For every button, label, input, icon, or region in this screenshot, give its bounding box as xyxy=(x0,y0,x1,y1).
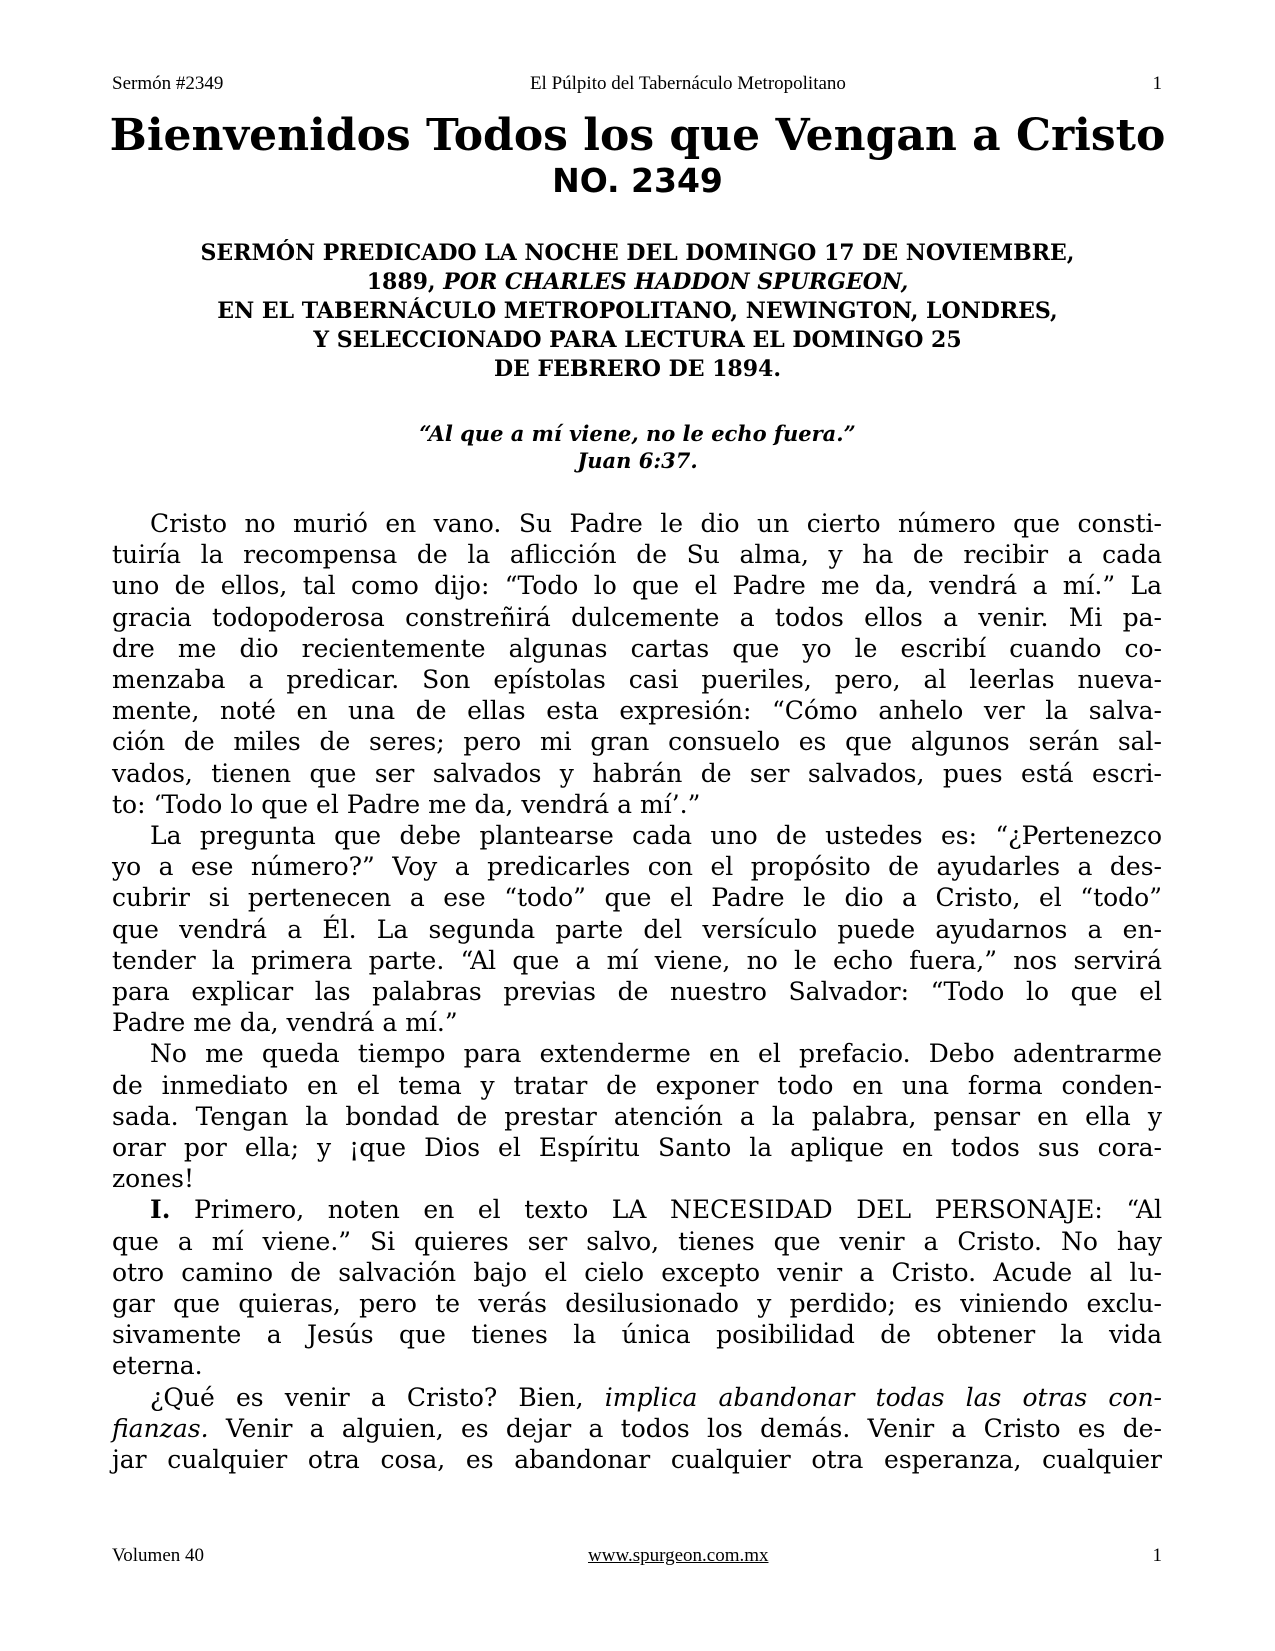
text-line xyxy=(112,1194,1162,1225)
paragraph-2 xyxy=(112,820,1162,1038)
text-line xyxy=(112,1413,1162,1444)
subtitle-line-3: EN EL TABERNÁCULO METROPOLITANO, NEWINGTON, LONDRES, xyxy=(217,298,1058,324)
text-line: otro camino de salvación bajo el cielo excepto venir a Cristo. Acude al lu- xyxy=(112,1257,1162,1287)
subtitle-author: POR CHARLES HADDON SPURGEON, xyxy=(443,269,909,295)
subtitle-year: 1889, xyxy=(366,269,444,295)
section-intro: Primero, noten en el texto LA NECESIDAD DEL PERSONAJE: “Al xyxy=(170,1195,1162,1225)
text-line: para explicar las palabras previas de nuestro Salvador: “Todo lo que el xyxy=(112,977,1162,1007)
volume-label: Volumen 40 xyxy=(112,1545,205,1566)
text-line: ción de miles de seres; pero mi gran consuelo es que algunos serán sal- xyxy=(112,727,1162,757)
sermon-number-label: Sermón #2349 xyxy=(112,73,224,94)
text-line: orar por ella; y ¡que Dios el Espíritu Santo la aplique en todos sus cora- xyxy=(112,1133,1162,1163)
verse-text: “Al que a mí viene, no le echo fuera.” xyxy=(419,421,856,446)
subtitle-line-5: DE FEBRERO DE 1894. xyxy=(493,356,782,382)
website-link[interactable]: www.spurgeon.com.mx xyxy=(588,1545,769,1566)
text-line: zones! xyxy=(112,1164,194,1194)
section-numeral: I. xyxy=(150,1195,171,1225)
paragraph-3 xyxy=(112,1038,1162,1194)
subtitle-line-1: SERMÓN PREDICADO LA NOCHE DEL DOMINGO 17 DE NOVIEMBRE, xyxy=(200,240,1075,266)
paragraph-4 xyxy=(112,1194,1162,1381)
verse-reference: Juan 6:37. xyxy=(577,448,698,473)
text-line: Padre me da, vendrá a mí.” xyxy=(112,1008,458,1038)
sermon-subtitle xyxy=(60,239,1215,384)
emphasis-text-cont: fianzas. xyxy=(112,1413,209,1443)
publication-title: El Púlpito del Tabernáculo Metropolitano xyxy=(529,73,846,94)
text-segment: Venir a alguien, es dejar a todos los demás. Venir a Cristo es de- xyxy=(208,1413,1162,1443)
text-line: vados, tienen que ser salvados y habrán de ser salvados, pues está escri- xyxy=(112,758,1162,788)
text-line: gar que quieras, pero te verás desilusionado y perdido; es viniendo exclu- xyxy=(112,1289,1162,1319)
page-number-top: 1 xyxy=(1152,73,1162,94)
page-header xyxy=(112,73,1162,95)
text-line: No me queda tiempo para extenderme en el prefacio. Debo adentrarme xyxy=(150,1039,1162,1069)
text-line: uno de ellos, tal como dijo: “Todo lo que el Padre me da, vendrá a mí.” La xyxy=(112,571,1162,601)
text-line: eterna. xyxy=(112,1351,203,1381)
page-footer xyxy=(112,1545,1162,1567)
text-line: que a mí viene.” Si quieres ser salvo, tienes que venir a Cristo. No hay xyxy=(112,1226,1162,1256)
scripture-quote xyxy=(60,420,1215,474)
text-line: gracia todopoderosa constreñirá dulcemente a todos ellos a venir. Mi pa- xyxy=(112,602,1162,632)
text-line: mente, noté en una de ellas esta expresión: “Cómo anhelo ver la salva- xyxy=(112,696,1162,726)
paragraph-1 xyxy=(112,508,1162,820)
text-line: La pregunta que debe plantearse cada uno de ustedes es: “¿Pertenezco xyxy=(150,821,1162,851)
text-line: Cristo no murió en vano. Su Padre le dio un cierto número que consti- xyxy=(150,509,1162,538)
text-line: dre me dio recientemente algunas cartas que yo le escribí cuando co- xyxy=(112,633,1162,663)
text-line: tender la primera parte. “Al que a mí viene, no le echo fuera,” nos servirá xyxy=(112,945,1162,975)
emphasis-text: implica abandonar todas las otras con- xyxy=(604,1382,1162,1412)
subtitle-line-4: Y SELECCIONADO PARA LECTURA EL DOMINGO 25 xyxy=(313,327,962,353)
question-text: ¿Qué es venir a Cristo? Bien, xyxy=(150,1382,605,1412)
text-line: menzaba a predicar. Son epístolas casi pueriles, pero, al leerlas nueva- xyxy=(112,665,1162,695)
text-line xyxy=(112,1382,1162,1413)
text-line: que vendrá a Él. La segunda parte del versículo puede ayudarnos a en- xyxy=(112,914,1162,944)
page-number-bottom: 1 xyxy=(1152,1545,1162,1566)
text-line: de inmediato en el tema y tratar de exponer todo en una forma conden- xyxy=(112,1070,1162,1100)
paragraph-5 xyxy=(112,1382,1162,1476)
text-line: yo a ese número?” Voy a predicarles con el propósito de ayudarles a des- xyxy=(112,852,1162,882)
subtitle-line-2 xyxy=(60,268,1215,297)
sermon-number: NO. 2349 xyxy=(552,161,723,200)
text-line: to: ‘Todo lo que el Padre me da, vendrá a mí’.” xyxy=(112,789,701,819)
text-line: jar cualquier otra cosa, es abandonar cualquier otra esperanza, cualquier xyxy=(112,1445,1162,1475)
sermon-title: Bienvenidos Todos los que Vengan a Cristo xyxy=(109,110,1166,161)
text-line: cubrir si pertenecen a ese “todo” que el Padre le dio a Cristo, el “todo” xyxy=(112,883,1162,913)
text-line: tuiría la recompensa de la aflicción de Su alma, y ha de recibir a cada xyxy=(112,540,1162,570)
sermon-body xyxy=(112,508,1162,1475)
text-line: sada. Tengan la bondad de prestar atención a la palabra, pensar en ella y xyxy=(112,1101,1162,1131)
text-line: sivamente a Jesús que tienes la única posibilidad de obtener la vida xyxy=(112,1320,1162,1350)
